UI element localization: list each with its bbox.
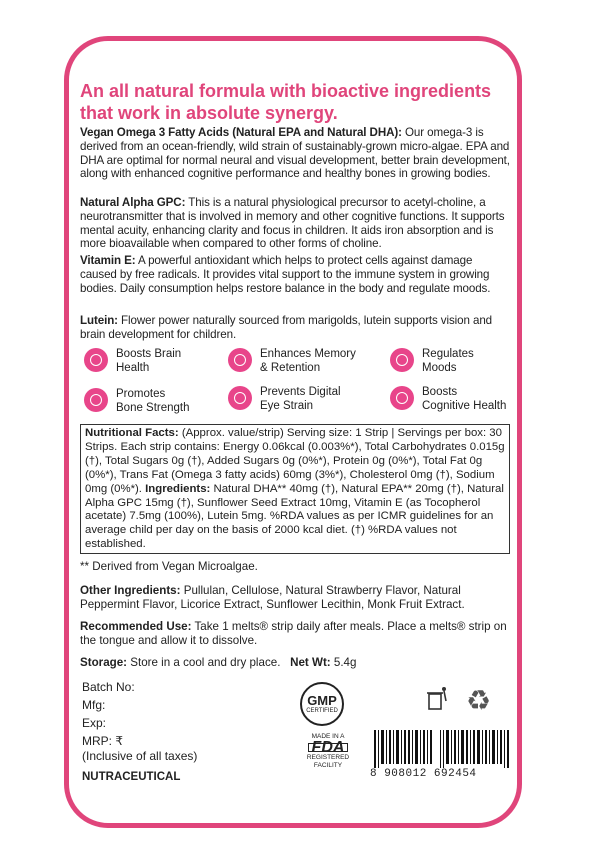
benefit-brain — [84, 348, 181, 375]
fda-bottom1: REGISTERED — [306, 754, 350, 761]
nutrition-text: (Approx. value/strip) Serving size: 1 Strip | Servings per box: 30 Strips. Each strip contains: Energy 0.06kcal (0.003%*), Total Carbohydrates 0.015g (†), Total Sugars 0g (†), Added Sugars 0g (0%*), Protein 0g (0%*), Total Fat 0g (0%*), Trans Fat (Omega 3 fatty acids) 60mg (3%*), Cholesterol 0mg (†), Sodium 0mg (0%*). — [85, 427, 505, 495]
benefit-label: Boosts — [422, 386, 458, 398]
other-ingredients — [80, 584, 512, 612]
benefit-label: & Retention — [260, 361, 321, 374]
trash-bin-icon — [424, 686, 448, 712]
batch-label: Batch No: — [82, 680, 135, 694]
nutrition-facts-box — [80, 424, 510, 554]
barcode-icon — [374, 730, 510, 768]
netwt-text: 5.4g — [330, 656, 357, 669]
omega-title: Vegan Omega 3 Fatty Acids (Natural EPA and Natural DHA): — [80, 126, 402, 139]
benefit-cognitive — [390, 386, 506, 413]
storage-text: Store in a cool and dry place. — [127, 656, 281, 669]
headline: An all natural formula with bioactive ingredients that work in absolute synergy. — [80, 81, 492, 123]
other-text: Pullulan, Cellulose, Natural Strawberry Flavor, Natural Peppermint Flavor, Licorice Extract, Sunflower Lecithin, Monk Fruit Extract. — [80, 584, 465, 611]
benefit-label: Promotes — [116, 388, 166, 400]
eye-icon — [228, 386, 252, 410]
vitamin-e-text: A powerful antioxidant which helps to protect cells against damage caused by free radicals. It provides vital support to the immune system in growing bodies. Daily consumption helps restore balance in the body and regulate moods. — [80, 254, 491, 295]
recycle-icon: ♻ — [466, 685, 492, 716]
benefit-label: Enhances Memory — [260, 348, 356, 360]
derived-note: ** Derived from Vegan Microalgae. — [80, 560, 258, 573]
use-title: Recommended Use: — [80, 620, 192, 633]
storage-title: Storage: — [80, 656, 128, 669]
fda-logo: FDA — [308, 743, 348, 753]
benefit-moods — [390, 348, 474, 375]
smiley-icon — [390, 348, 414, 372]
ingredients-text: Natural DHA** 40mg (†), Natural EPA** 20mg (†), Natural Alpha GPC 15mg (†), Sunflower Seed Extract 10mg, Vitamin E (as Tocopherol acetate) 7.5mg (100%), Lutein 5mg. %RDA values as per ICMR guidelines for an average child per day on the basis of 2000 kcal diet. (†) %RDA values not established. — [85, 482, 504, 551]
vitamin-e-paragraph — [80, 254, 512, 295]
gmp-certified-badge — [300, 682, 344, 726]
taxes-note: (Inclusive of all taxes) — [82, 749, 198, 763]
other-title: Other Ingredients: — [80, 584, 181, 597]
ingredients-title: Ingredients: — [145, 482, 211, 495]
fda-badge — [300, 733, 356, 769]
gpc-text: This is a natural physiological precursor to acetyl-choline, a neurotransmitter that is involved in memory and other cognitive functions. It supports mental acuity, enhancing clarity and focus in children. It aids iron absorption and is more bioavailable when compared to other forms of choline. — [80, 196, 505, 251]
benefit-label: Regulates — [422, 348, 474, 360]
benefit-eye — [228, 386, 341, 413]
benefit-label: Boosts Brain — [116, 348, 182, 360]
omega-paragraph — [80, 126, 512, 181]
mfg-label: Mfg: — [82, 698, 106, 712]
fda-bottom2: FACILITY — [313, 761, 343, 769]
exp-label: Exp: — [82, 716, 107, 730]
omega-text: Our omega-3 is derived from an ocean-friendly, wild strain of sustainably-grown micro-algae. EPA and DHA are optimal for normal neural and visual development, better brain development, along with enhanced cognitive performance and healthy bones in growing bodies. — [80, 126, 510, 181]
gmp-text: GMP — [307, 693, 337, 708]
benefit-label: Cognitive Health — [422, 399, 507, 412]
nutrition-title: Nutritional Facts: — [85, 427, 179, 439]
benefit-memory — [228, 348, 356, 375]
gpc-title: Natural Alpha GPC: — [80, 196, 186, 209]
brain-icon — [84, 348, 108, 372]
gpc-paragraph — [80, 196, 512, 251]
lutein-title: Lutein: — [80, 314, 118, 327]
recommended-use — [80, 620, 512, 648]
use-text: Take 1 melts® strip daily after meals. Place a melts® strip on the tongue and allow it to dissolve. — [80, 620, 507, 647]
benefit-label: Eye Strain — [260, 399, 314, 412]
fda-top: MADE IN A — [311, 733, 345, 740]
lutein-paragraph — [80, 314, 512, 342]
category-label: NUTRACEUTICAL — [82, 771, 181, 783]
mrp-label: MRP: ₹ — [82, 734, 123, 748]
memory-icon — [228, 348, 252, 372]
head-icon — [390, 386, 414, 410]
benefit-label: Prevents Digital — [260, 386, 341, 398]
benefit-bone — [84, 388, 190, 415]
benefit-label: Moods — [422, 361, 457, 374]
netwt-title: Net Wt: — [290, 656, 331, 669]
gmp-subtext: CERTIFIED — [306, 708, 338, 714]
barcode-number: 8 908012 692454 — [370, 768, 477, 780]
bone-icon — [84, 388, 108, 412]
lutein-text: Flower power naturally sourced from marigolds, lutein supports vision and brain development for children. — [80, 314, 493, 341]
benefit-label: Bone Strength — [116, 401, 190, 414]
benefit-label: Health — [116, 361, 150, 374]
vitamin-e-title: Vitamin E: — [80, 254, 136, 267]
storage-line — [80, 656, 512, 670]
